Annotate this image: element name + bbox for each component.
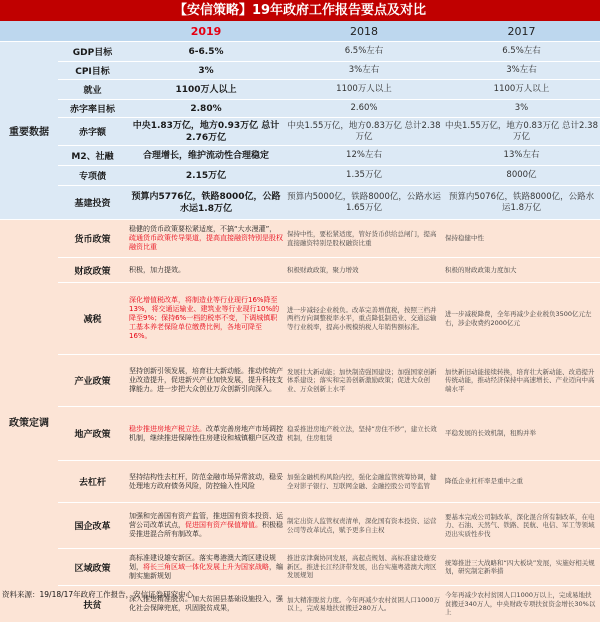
row-label: 扶贫 (58, 586, 127, 623)
cell-2017: 13%左右 (443, 146, 600, 166)
table-row (0, 166, 600, 186)
cell-2017: 积极的财政政策力度加大 (443, 258, 600, 283)
row-label: 地产政策 (58, 407, 127, 461)
cell-2017: 3% (443, 100, 600, 118)
row-label: 财政政策 (58, 258, 127, 283)
row-label: 国企改革 (58, 503, 127, 549)
cell-2018: 发展壮大新动能；加快制造强国建设；加强国家创新体系建设；落实和完善创新激励政策；促进大众创业、万众创新上水平 (285, 355, 443, 407)
cell-2017: 降低企业杠杆率是重中之重 (443, 461, 600, 503)
column-header-2019: 2019 (127, 21, 285, 42)
row-label: 区域政策 (58, 549, 127, 586)
row-label: 减税 (58, 283, 127, 355)
column-header-2018: 2018 (285, 21, 443, 42)
cell-2018: 中央1.55万亿，地方0.83万亿 总计2.38万亿 (285, 118, 443, 146)
cell-2019 (127, 220, 285, 258)
table-row (0, 503, 600, 549)
row-label: GDP目标 (58, 42, 127, 62)
row-label: 去杠杆 (58, 461, 127, 503)
row-label: 就业 (58, 80, 127, 100)
cell-text: 改革完善房地产市场调控机制，继续推进保障性住房建设和城镇棚户区改造 (129, 424, 283, 442)
table-row (0, 62, 600, 80)
cell-2017: 预算内5076亿，铁路8000亿，公路水运1.8万亿 (443, 186, 600, 220)
table-row (0, 355, 600, 407)
cell-2017: 保持稳健中性 (443, 220, 600, 258)
table-row (0, 100, 600, 118)
page-title: 【安信策略】19年政府工作报告要点及对比 (0, 0, 600, 21)
cell-2017: 平稳发展的长效机制，租购并举 (443, 407, 600, 461)
cell-2017: 6.5%左右 (443, 42, 600, 62)
table-row (0, 146, 600, 166)
cell-2017: 3%左右 (443, 62, 600, 80)
cell-2018: 12%左右 (285, 146, 443, 166)
comparison-table (0, 21, 600, 623)
cell-2019 (127, 407, 285, 461)
cell-2018: 1.35万亿 (285, 166, 443, 186)
cell-text: 积极稳妥推进混合所有制改革。 (129, 521, 283, 538)
cell-2017: 8000亿 (443, 166, 600, 186)
cell-text: 加强和完善国有资产监管，推进国有资本投资、运营公司改革试点， (129, 512, 283, 529)
table-row (0, 407, 600, 461)
section-label-policy: 政策定调 (0, 220, 58, 623)
cell-2017: 中央1.55万亿，地方0.83万亿 总计2.38万亿 (443, 118, 600, 146)
cell-2019 (127, 461, 285, 503)
cell-2019: 3% (127, 62, 285, 80)
cell-2018: 进一步减轻企业税负。改革完善增值税，按照三档并两档方向调整税率水平，重点降低制造业、交通运输等行业税率，提高小规模纳税人年销售额标准。 (285, 283, 443, 355)
cell-text: 积极，加力提效。 (129, 265, 185, 274)
cell-2018: 3%左右 (285, 62, 443, 80)
cell-text: 高标准建设雄安新区。落实粤港澳大湾区建设规划， (129, 553, 276, 571)
row-label: CPI目标 (58, 62, 127, 80)
cell-2017: 今年再减少农村贫困人口1000万以上，完成易地扶贫搬迁340万人，中央财政专项扶贫资金增长30%以上 (443, 586, 600, 623)
cell-2019: 2.15万亿 (127, 166, 285, 186)
header-row (0, 21, 600, 42)
row-label: 赤字率目标 (58, 100, 127, 118)
cell-2018: 保持中性，要松紧适度，管好货币供给总闸门，提高直接融资特别是股权融资比重 (285, 220, 443, 258)
highlight-text: 稳步推进房地产税立法。 (129, 424, 206, 433)
cell-2019: 2.80% (127, 100, 285, 118)
table-row (0, 80, 600, 100)
cell-text: 坚持结构性去杠杆，防范金融市场异常波动，稳妥处理地方政府债务风险，防控输入性风险 (129, 472, 283, 490)
row-label: 专项债 (58, 166, 127, 186)
cell-2018: 加强金融机构风险内控，强化金融监管统筹协调，健全对影子银行、互联网金融、金融控股公司等监管 (285, 461, 443, 503)
column-header-2017: 2017 (443, 21, 600, 42)
highlight-text: 将长三角区域一体化发展上升为国家战略 (143, 562, 269, 571)
table-row (0, 186, 600, 220)
cell-2018: 积极财政政策，聚力增效 (285, 258, 443, 283)
cell-2018: 加大精准脱贫力度。今年再减少农村贫困人口1000万以上，完成易地扶贫搬迁280万人。 (285, 586, 443, 623)
table-row (0, 283, 600, 355)
table-row (0, 549, 600, 586)
cell-2019: 中央1.83万亿，地方0.93万亿 总计2.76万亿 (127, 118, 285, 146)
cell-2019 (127, 503, 285, 549)
cell-text: 稳健的货币政策要松紧适度，不搞“大水漫灌”， (129, 225, 277, 233)
table-row (0, 42, 600, 62)
row-label: 基建投资 (58, 186, 127, 220)
cell-2019 (127, 355, 285, 407)
table-row (0, 220, 600, 258)
row-label: 产业政策 (58, 355, 127, 407)
cell-2018: 1100万人以上 (285, 80, 443, 100)
cell-2018: 预算内5000亿，铁路8000亿，公路水运1.65万亿 (285, 186, 443, 220)
cell-2019: 1100万人以上 (127, 80, 285, 100)
cell-text: 深入推进精准脱贫。加大贫困县基础设施投入，强化社会保障兜底，巩固脱贫成果， (129, 595, 283, 612)
cell-2019: 预算内5776亿，铁路8000亿，公路水运1.8万亿 (127, 186, 285, 220)
highlight-text: 疏通货币政策传导渠道，提高直接融资特别是股权融资比重 (129, 234, 283, 251)
row-label: M2、社融 (58, 146, 127, 166)
cell-text: 坚持创新引领发展，培育壮大新动能。推动传统产业改造提升，促进新兴产业加快发展，提升科技支撑能力。进一步把大众创业万众创新引向深入。 (129, 367, 283, 393)
cell-2017: 加快新旧动能接续转换，培育壮大新动能、改造提升传统动能，推动经济保持中高速增长、产业迈向中高端水平 (443, 355, 600, 407)
cell-2019 (127, 283, 285, 355)
table-row (0, 461, 600, 503)
section-label-key-data: 重要数据 (0, 42, 58, 220)
cell-2018: 推进京津冀协同发展，高起点规划、高标准建设雄安新区。推进长江经济带发展，出台实施粤港澳大湾区发展规划 (285, 549, 443, 586)
row-label: 赤字额 (58, 118, 127, 146)
source-footnote: 资料来源：19/18/17年政府工作报告，安信证券研究中心 (2, 590, 194, 599)
table-row (0, 118, 600, 146)
cell-2017: 进一步减税降费，全年再减少企业税负3500亿元左右，涉企收费约2000亿元 (443, 283, 600, 355)
cell-2017: 统筹推进三大战略和“四大板块”发展，实施好相关规划，研究制定新举措 (443, 549, 600, 586)
cell-2019: 合理增长，维护流动性合理稳定 (127, 146, 285, 166)
cell-2018: 6.5%左右 (285, 42, 443, 62)
highlight-text: 深化增值税改革，将制造业等行业现行16%降至13%，将交通运输业、建筑业等行业现行10%的降至9%；保持6%一档的税率不变，下调城镇职工基本养老保险单位缴费比例，各地可降至16%。 (129, 296, 280, 340)
cell-2019: 6-6.5% (127, 42, 285, 62)
cell-2018: 稳妥推进房地产税立法，坚持“房住不炒”，建立长效机制，住房租赁 (285, 407, 443, 461)
cell-2019 (127, 549, 285, 586)
cell-2018: 2.60% (285, 100, 443, 118)
cell-2019 (127, 258, 285, 283)
table-row (0, 258, 600, 283)
cell-2017: 要基本完成公司制改革，深化混合所有制改革，在电力、石油、天然气、铁路、民航、电信、军工等领域迈出实质性步伐 (443, 503, 600, 549)
highlight-text: 促进国有资产保值增值。 (185, 521, 262, 529)
cell-text: ，编制实施新规划 (129, 562, 283, 580)
row-label: 货币政策 (58, 220, 127, 258)
cell-2017: 1100万人以上 (443, 80, 600, 100)
cell-2018: 制定出资人监管权责清单，深化国有资本投资、运营公司等改革试点，赋予更多自主权 (285, 503, 443, 549)
